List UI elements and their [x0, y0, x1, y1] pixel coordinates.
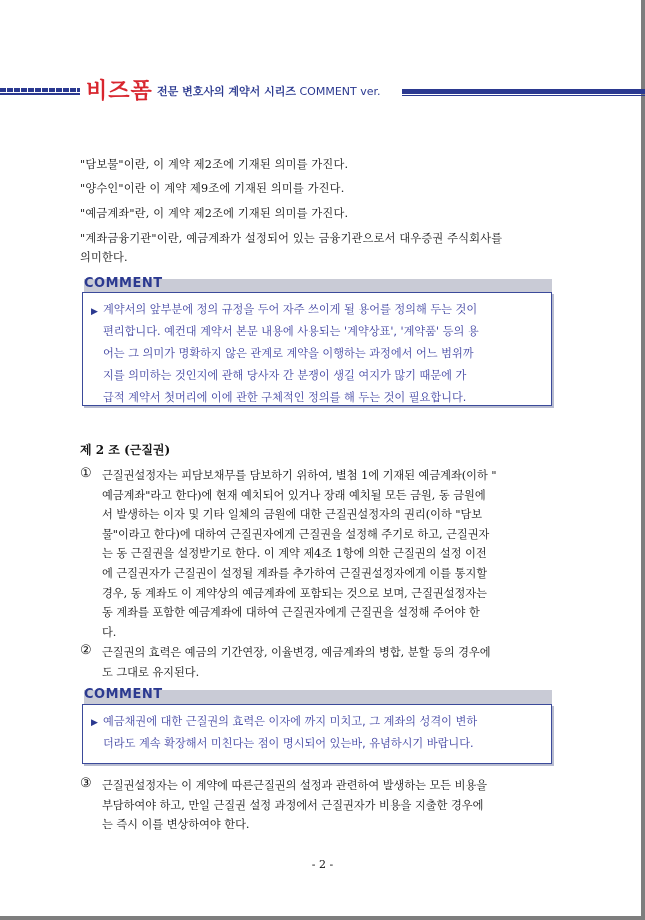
- paragraph-line: 다.: [102, 625, 117, 639]
- paragraph-line: 부담하여야 하고, 만일 근질권 설정 과정에서 근질권자가 비용을 지출한 경우에: [102, 798, 484, 812]
- series-title-text: 전문 변호사의 계약서 시리즈: [157, 85, 296, 98]
- comment-line: 더라도 계속 확장해서 미친다는 점이 명시되어 있는바, 유념하시기 바랍니다.: [103, 737, 474, 750]
- comment-line: 급적 계약서 첫머리에 이에 관한 구체적인 정의를 해 두는 것이 필요합니다.: [103, 391, 467, 404]
- comment-label: COMMENT: [84, 687, 163, 702]
- comment-box: [82, 292, 552, 406]
- comment-box: [82, 704, 552, 764]
- comment-label: COMMENT: [84, 276, 163, 291]
- triangle-bullet-icon: ▶: [91, 718, 98, 728]
- paragraph-line: 는 동 근질권을 설정받기로 한다. 이 계약 제4조 1항에 의한 근질권의 설정 이전: [102, 547, 487, 561]
- paragraph-line: 에 근질권자가 근질권이 설정될 계좌를 추가하여 근질권설정자에게 이를 통지할: [102, 566, 488, 580]
- comment-line: 어는 그 의미가 명확하지 않은 관계로 계약을 이행하는 과정에서 어느 범위까: [103, 347, 474, 360]
- page-number: - 2 -: [311, 858, 334, 871]
- article-paragraph-3: [102, 776, 487, 835]
- triangle-bullet-icon: ▶: [91, 307, 98, 317]
- paragraph-line: 동 계좌를 포함한 예금계좌에 대하여 근질권자에게 근질권을 설정해 주어야 한: [102, 606, 480, 620]
- header-rule-right: [402, 89, 645, 94]
- paragraph-number: ③: [80, 776, 92, 791]
- paragraph-line: 예금계좌"라고 한다)에 현재 예치되어 있거나 장래 예치될 모든 금원, 동 금원에: [102, 488, 486, 502]
- paragraph-line: 근질권설정자는 피담보채무를 담보하기 위하여, 별첨 1에 기재된 예금계좌(이하 ": [102, 469, 497, 482]
- comment-line: 지를 의미하는 것인지에 관해 당사자 간 분쟁이 생길 여지가 많기 때문에 가: [103, 369, 467, 382]
- series-title: [157, 83, 381, 99]
- paragraph-line: 근질권설정자는 이 계약에 따른근질권의 설정과 관련하여 발생하는 모든 비용을: [102, 779, 488, 792]
- paragraph-line: 물"이라고 한다)에 대하여 근질권자에게 근질권을 설정해 주기로 하고, 근질권자: [102, 527, 490, 541]
- definition-line: 의미한다.: [80, 251, 128, 264]
- paragraph-number: ②: [80, 643, 92, 658]
- article-heading: 제 2 조 (근질권): [80, 443, 171, 457]
- paragraph-number: ①: [80, 466, 92, 481]
- page-edge-right: [641, 0, 645, 920]
- header-rule-left-under: [0, 93, 80, 95]
- series-version: COMMENT ver.: [296, 85, 381, 98]
- comment-line: 예금채권에 대한 근질권의 효력은 이자에 까지 미치고, 그 계좌의 성격이 변하: [103, 715, 478, 728]
- paragraph-line: 도 그대로 유지된다.: [102, 665, 200, 679]
- definition-line: "양수인"이란 이 계약 제9조에 기재된 의미를 가진다.: [80, 182, 345, 195]
- page-edge-bottom: [0, 916, 645, 920]
- paragraph-line: 는 즉시 이를 변상하여야 한다.: [102, 818, 250, 832]
- paragraph-line: 경우, 동 계좌도 이 계약상의 예금계좌에 포함되는 것으로 보며, 근질권설정자는: [102, 586, 487, 600]
- definition-line: "계좌금융기관"이란, 예금계좌가 설정되어 있는 금융기관으로서 대우증권 주식회사를: [80, 232, 503, 245]
- document-header: [0, 76, 645, 102]
- paragraph-line: 서 발생하는 이자 및 기타 일체의 금원에 대한 근질권설정자의 권리(이하 "담보: [102, 508, 483, 522]
- header-rule-left: [0, 88, 80, 92]
- brand-logo: 비즈폼: [86, 79, 153, 104]
- definition-line: "담보물"이란, 이 계약 제2조에 기재된 의미를 가진다.: [80, 158, 349, 171]
- comment-line: 계약서의 앞부분에 정의 규정을 두어 자주 쓰이게 될 용어를 정의해 두는 것이: [103, 303, 478, 316]
- comment-line: 편리합니다. 예컨대 계약서 본문 내용에 사용되는 '계약상표', '계약품' 등의 용: [103, 325, 479, 338]
- paragraph-line: 근질권의 효력은 예금의 기간연장, 이율변경, 예금계좌의 병합, 분할 등의 경우에: [102, 646, 491, 659]
- article-paragraph-2: [102, 643, 491, 682]
- header-rule-right-under: [402, 95, 645, 96]
- article-paragraph-1: [102, 466, 496, 642]
- definition-line: "예금계좌"란, 이 계약 제2조에 기재된 의미를 가진다.: [80, 207, 349, 220]
